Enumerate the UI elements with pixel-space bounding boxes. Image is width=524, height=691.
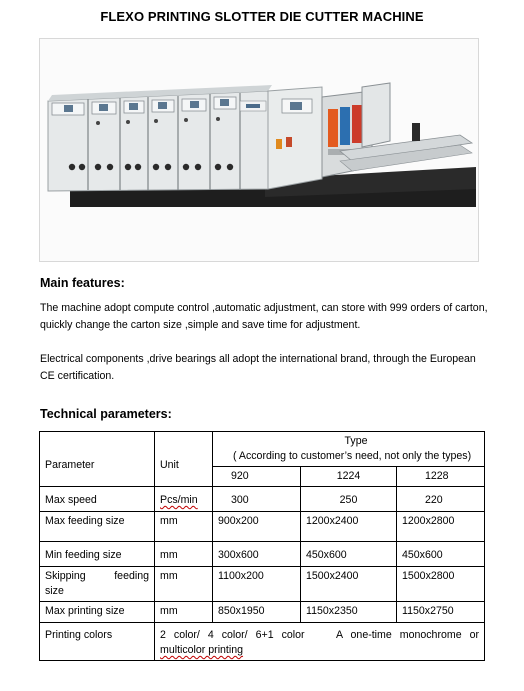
- row-value: 1100x200: [213, 567, 301, 602]
- row-value: 850x1950: [213, 602, 301, 623]
- technical-heading: Technical parameters:: [40, 407, 172, 421]
- row-value: 300x600: [213, 542, 301, 567]
- header-type-note: ( According to customer’s need, not only the types): [233, 450, 472, 462]
- table-row: [40, 487, 485, 512]
- row-value: 900x200: [213, 512, 301, 542]
- row-value: 250: [301, 487, 397, 512]
- table-row: [40, 623, 485, 661]
- row-unit: mm: [155, 542, 213, 567]
- row-parameter-line-2: size: [45, 585, 64, 597]
- header-type: [213, 432, 485, 467]
- table-row: [40, 542, 485, 567]
- header-unit: Unit: [155, 432, 213, 487]
- header-model-2: 1224: [301, 467, 397, 487]
- row-unit: mm: [155, 512, 213, 542]
- table-row: [40, 602, 485, 623]
- row-value: 300: [213, 487, 301, 512]
- table-row: [40, 512, 485, 542]
- table-row: [40, 567, 485, 602]
- row-value: 450x600: [301, 542, 397, 567]
- document-title: FLEXO PRINTING SLOTTER DIE CUTTER MACHINE: [100, 9, 424, 24]
- row-value: 1200x2400: [301, 512, 397, 542]
- row-value: 1150x2750: [397, 602, 485, 623]
- machine-photo: [39, 38, 479, 262]
- printing-colors-line-2: [160, 643, 479, 658]
- row-printing-colors-value: [155, 623, 485, 661]
- row-parameter: Min feeding size: [40, 542, 155, 567]
- row-unit: [155, 487, 213, 512]
- header-parameter: Parameter: [40, 432, 155, 487]
- row-unit: mm: [155, 602, 213, 623]
- row-value: 1200x2800: [397, 512, 485, 542]
- printing-colors-line-2-text: multicolor printing: [160, 644, 244, 656]
- features-paragraph-2: Electrical components ,drive bearings all adopt the international brand, through the European CE certification.: [40, 353, 476, 382]
- technical-parameters-table: [39, 431, 485, 661]
- row-parameter: Max printing size: [40, 602, 155, 623]
- features-heading: Main features:: [40, 276, 125, 290]
- row-value: 1150x2350: [301, 602, 397, 623]
- row-value: 450x600: [397, 542, 485, 567]
- row-parameter: Max feeding size: [40, 512, 155, 542]
- row-value: 1500x2800: [397, 567, 485, 602]
- header-model-3: 1228: [397, 467, 485, 487]
- row-unit: mm: [155, 567, 213, 602]
- printing-colors-line-1: 2 color/ 4 color/ 6+1 color A one-time monochrome or: [160, 629, 480, 641]
- table-header-row: [40, 432, 485, 467]
- row-parameter: [40, 567, 155, 602]
- row-value: 220: [397, 487, 485, 512]
- header-type-title: Type: [344, 435, 368, 447]
- row-parameter: Max speed: [40, 487, 155, 512]
- machine-illustration: [40, 39, 478, 261]
- features-paragraph-1: The machine adopt compute control ,automatic adjustment, can store with 999 orders of carton, quickly change the carton size ,simple and save time for adjustment.: [40, 302, 488, 331]
- header-model-1: 920: [213, 467, 301, 487]
- row-value: 1500x2400: [301, 567, 397, 602]
- row-parameter-line-1: Skipping feeding: [45, 570, 149, 582]
- row-unit-text: Pcs/min: [160, 494, 198, 506]
- row-parameter: Printing colors: [40, 623, 155, 661]
